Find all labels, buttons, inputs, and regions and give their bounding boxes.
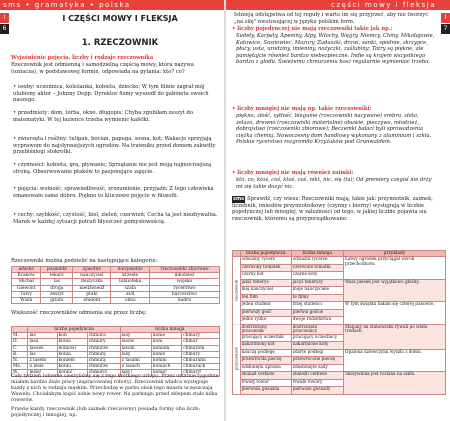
table-note: Opalona dziewczyna wyszła z domu. <box>344 349 446 372</box>
table-cell: chmury! <box>182 370 220 376</box>
table-cell: chmurze <box>87 345 120 351</box>
table-cell: lekarz <box>41 273 73 279</box>
table-cell: chmurze <box>87 364 120 370</box>
bullet2-heading: • liczby mnogiej nie mają np. takie rzeczowniki: <box>232 106 372 112</box>
table-cell: lasy <box>120 333 151 339</box>
table-cell: zdarte podłogi <box>291 349 343 357</box>
table1-caption: Rzeczowniki można podzielić na następujące kategorie: <box>11 258 158 264</box>
table-cell: C. <box>12 345 28 351</box>
intro-text: Rzeczownik jest odmienną i samodzielną częścią mowy, która nazywa (oznacza), w podstawowej formie, odpowiada na pytania: kto? co? <box>11 62 194 75</box>
table-cell: chmura <box>87 333 120 339</box>
bullet-people: • osoby: uczennica, koleżanka, kobieta, dziecko; W tym filmie zagrał mój ulubiony aktor – Johnny Depp. Dyrektor fizmy wyszedł do gabinetu swoich naszego. <box>13 84 209 103</box>
table-cell: W. <box>12 370 28 376</box>
table-cell: moje nauczyciele <box>291 287 343 295</box>
table-cell: chmurę <box>87 351 120 357</box>
table-cell: jedno ryżko <box>240 317 291 325</box>
table-cell: las <box>28 351 57 357</box>
table-head-cell: żywotne <box>73 267 111 273</box>
table-cell: Kraków <box>12 273 41 279</box>
bullet-actions: • czynności: kobieta, gra, pływanie; Sprzątanie nie jest moją najmocniejszą stroną. Obserwowanie ptaków to pasjonujące zajęcie. <box>13 162 212 175</box>
left-header: sms • gramatyka • polska <box>0 0 226 10</box>
table-cell: dostrzeżony pracownik <box>240 324 291 334</box>
table-cell: koni <box>151 339 181 345</box>
table-cell: lasy <box>120 351 151 357</box>
table-cell: czarny kot <box>240 272 291 280</box>
table-cell: lasy! <box>120 370 151 376</box>
right-page-marker: I <box>441 13 450 23</box>
agreement-table <box>232 250 446 395</box>
categories-table <box>11 266 220 304</box>
table-head-cell: własne <box>12 267 41 273</box>
table-cell: trwały towar <box>240 379 291 387</box>
table-cell: szafa <box>111 285 150 291</box>
table-cell: o lesie <box>28 364 57 370</box>
table-note: Maljany na stanowisku rywali po wielu trudach. <box>344 324 446 349</box>
table-cell: N. <box>12 358 28 364</box>
bullet1-heading: • liczby pojedynczej nie mają rzeczowniki takie jak np.: <box>232 26 393 32</box>
left-page-number: 6 <box>0 24 9 34</box>
table-head-cell: liczba pojedyncza <box>28 327 120 333</box>
table-cell: czerwone tomatki <box>291 264 343 272</box>
table-cell: pracujący uczestnicy <box>291 334 343 342</box>
bullet3-heading: • liczby mnogiej nie mają również zaimki: <box>232 170 354 176</box>
bullet-objects: • przedmioty: dom, torba, okno, długopis; Chyba zgubiłam zeszyt do matematyki. W tej łazience trzeba wymienić kafelki. <box>13 110 193 123</box>
table-cell: czerwony tomatek <box>240 264 291 272</box>
table-cell: nakarmione koty <box>291 342 343 350</box>
table-cell: konia <box>57 351 87 357</box>
table-cell: te filmy <box>291 294 343 302</box>
table-cell: odważny rycerz <box>240 257 291 265</box>
table-cell: kadra <box>150 298 220 304</box>
table-cell: chmurami <box>182 358 220 364</box>
section-title: 1. RZECZOWNIK <box>81 38 159 48</box>
table-cell: trwałe towary <box>291 379 343 387</box>
table-cell: jeden student <box>240 302 291 310</box>
bullet3-body: kto, co, ktoś, coś, ktoś, coś, nikt, nic, się (ta); Od premiery czegoś nie drży mi się takie dosyć nic. <box>236 177 432 190</box>
table-head-cell: liczba pojedyncza <box>240 251 291 257</box>
sms-box <box>232 196 438 222</box>
table-note: Łatwy ogródek przyciągał wzrok przechodniów. <box>344 257 446 280</box>
intro-right-text: Istnieją odstępstwa od tej reguły i warto im się przyjrzeć, aby nie tworzyć „na siłę" niestosującej w języku polskim form. <box>234 12 429 25</box>
table-cell: znaleźli cerkwie <box>291 372 343 380</box>
table-cell: koniu <box>57 364 87 370</box>
table-cell: lasowi <box>28 345 57 351</box>
table-cell: przewrócone pieczę <box>291 357 343 365</box>
table-cell: chmurom <box>182 345 220 351</box>
table-cell: chmur <box>182 339 220 345</box>
table-cell: konia <box>57 339 87 345</box>
table-cell: pierwsza gwiazda <box>240 387 291 395</box>
table-cell: harcerstwo <box>150 291 220 297</box>
table-cell: Michał <box>12 279 41 285</box>
table-cell: konie <box>151 351 181 357</box>
table-cell: lasom <box>120 345 151 351</box>
table-cell: z lasem <box>28 358 57 364</box>
table-cell: lasów <box>120 339 151 345</box>
table-cell: nauczyciel <box>73 273 111 279</box>
table-cell: koniowi <box>57 345 87 351</box>
table-cell: pracujący uczestnik <box>240 334 291 342</box>
right-page-number: 7 <box>441 24 450 34</box>
left-page-marker: I <box>0 13 9 23</box>
table-cell: czarne koty <box>291 272 343 280</box>
sms-label: sms <box>233 196 245 202</box>
table-cell: okno <box>111 298 150 304</box>
table-cell: z lasami <box>120 358 151 364</box>
table-cell: zdesłonięte sądy <box>291 364 343 372</box>
table-cell: konie <box>151 333 181 339</box>
table-cell: mój nauczyciel <box>240 287 291 295</box>
table-cell: nauczą podlegę <box>240 349 291 357</box>
table-cell: gitara <box>41 298 73 304</box>
chapter-title: I CZĘŚCI MOWY I FLEKSJA <box>62 14 178 23</box>
table-cell: przewróciła pieczę <box>240 357 291 365</box>
table-cell: las <box>28 333 57 339</box>
table-cell: konie! <box>151 370 181 376</box>
table-note: Wasz piesek jest wyjątkowo głośny. <box>344 279 446 302</box>
right-header: części mowy i fleksja <box>226 0 450 10</box>
sms-text: Sprawdź, czy wiesz: Rzeczowniki mają, takie jak: przymiotnik, zaimek, liczebnik, imiesłów przymiotnikowy (czynny i bierny) występują w liczbie pojedynczej lub mnogiej, w zależności od tego, w jakiej liczbie pojawia się rzeczownik, któremu są przyporządkowane: <box>232 196 433 222</box>
table-cell: chmurą <box>87 358 120 364</box>
table-cell: chmurach <box>182 364 220 370</box>
table-cell: niedźwiedź <box>73 285 111 291</box>
table-cell: jacyś tenerysy <box>291 279 343 287</box>
table-cell: B. <box>12 351 28 357</box>
table-cell: las <box>41 279 73 285</box>
table-cell: młodzież <box>150 273 220 279</box>
right-page <box>226 0 450 421</box>
table-cell: jakiś tenerys <box>240 279 291 287</box>
table-cell: ten film <box>240 294 291 302</box>
table-row <box>233 324 446 334</box>
intro-heading: Wyjaśnienie pojęcia, liczby i rodzaje rzeczownika <box>11 55 154 61</box>
bullet-concepts: • pojęcia: wolność, sprawiedliwość, zrozumienie, przyjaźń; Z tego człowieka emanowało samo dobro. Piękno to kluczowe pojęcie w filozofii. <box>13 186 214 199</box>
table-cell: koniu! <box>57 370 87 376</box>
table-cell: lasu <box>28 339 57 345</box>
table-cell: chmury <box>182 333 220 339</box>
table-cell: zeszyt <box>41 291 73 297</box>
table-head-cell: liczba mnoga <box>291 251 343 257</box>
table-cell: student <box>73 298 111 304</box>
table-side-label: przymiotnik <box>233 324 241 394</box>
table-cell: wojsko <box>150 279 220 285</box>
table-cell: trzej studenci <box>291 302 343 310</box>
table-cell: rycerstwo <box>150 285 220 291</box>
bullet2-body: piękno, złość, sytłość, biegunie (rzeczowniki nazywane) srebro, złoto, żelazo, drewno (rzeczowniki materialne) obuwie, pieczywo, młodzież, dobrajstwo (rzeczowniki zbiorowe); Beczemki bałaci byli sprowadzenia ciężka chemią. Nowoczesny dom handlowy wykonany z aluminium i szkła. Polskie rycerstwo rozgromiło Krzyżaków pod Grunwaldem. <box>236 113 432 145</box>
table-head-cell: pospolite <box>41 267 73 273</box>
table-cell: M. <box>12 333 28 339</box>
table-head-cell: rzeczowniki zbiorowe <box>150 267 220 273</box>
footer-note: Prawie każdy rzeczownik (lub zaimek rzeczowny) posiada formy obu liczb: pojedynczej i mnogiej, np. <box>11 406 201 418</box>
table-side-label: rzeczownik <box>233 257 241 325</box>
table-cell: koniach <box>151 364 181 370</box>
table-cell: muzyczka <box>73 279 111 285</box>
table-cell: stół <box>111 291 150 297</box>
table-cell: ptaki <box>73 291 111 297</box>
table-cell: końmi <box>151 358 181 364</box>
table-cell: koniem <box>57 358 87 364</box>
bullet-animals: • zwierzęta i rośliny: tulipan, bocian, papuga, sosna, kot; Wakacje sprzyjają wyprawom do najsłynniejszych ogrodów. Na trawniku przed domem zakwitły przebiśniegi stokrotki. <box>13 136 216 155</box>
table-cell: dostrzeżeni pracownicy <box>291 324 343 334</box>
table-cell: chmuro! <box>87 370 120 376</box>
table-row <box>12 298 220 304</box>
table-head-cell: przykłady <box>344 251 446 257</box>
table-note: W tym świątku bałam się czterej panowie. <box>344 302 446 325</box>
table-cell: pierwszy gość <box>240 309 291 317</box>
table-cell: krzesło <box>111 273 150 279</box>
table-cell: chmury <box>182 351 220 357</box>
table-cell: pierwsi goście <box>291 309 343 317</box>
table-cell: dwoje rodzeństwa <box>291 317 343 325</box>
footer-examples: Cały tydzień tobienie cieszyliśmy się z tego krótkiego urlopu. Przez ostatnie tygodnie miałam bardzo dużo pracy (zapracowanej roboty). Rzeczownik władca występuje każdy z nich w rodzaju męskim. Przechodzę w parku obok tego miasta uczęszczają Wawelu. Chciałabym kupić sobie nowy rower. Na parkingu przed sklepem stało kilka rowerów. <box>11 374 219 403</box>
table-cell: koń <box>57 333 87 339</box>
table-head-cell <box>233 251 241 257</box>
bullet-features: • cechy: szybkość, czystość, biel, zieleń, czerwień; Cecha ta jest niezbywalna. Marek w każdej sytuacji potrafi błyszczeć pomysłowością. <box>13 212 218 225</box>
table-cell: Wisła <box>12 298 41 304</box>
table-cell: D. <box>12 339 28 345</box>
table-cell: odsłonięta uprawa <box>240 364 291 372</box>
table-cell: o lasach <box>120 364 151 370</box>
table-cell: chmury <box>87 339 120 345</box>
table-cell: pierwsze gwiazdy <box>291 387 343 395</box>
table-cell: odważni rycerze <box>291 257 343 265</box>
table-cell: nakarmiony kot <box>240 342 291 350</box>
table-cell: Tatry <box>12 291 41 297</box>
declension-table <box>11 326 220 377</box>
table-cell: znalazł cerkiew <box>240 372 291 380</box>
table-cell: Ms. <box>12 364 28 370</box>
table2-caption: Większość rzeczowników odmienia się przez liczbę: <box>11 310 147 316</box>
table-note: Skrzywiona jest rozlana na szkło. <box>344 372 446 395</box>
table-head-cell: liczba mnoga <box>120 327 219 333</box>
table-cell: biblioteka <box>111 279 150 285</box>
table-head-cell: nieżywotne <box>111 267 150 273</box>
table-cell: lesie! <box>28 370 57 376</box>
table-cell: Giewont <box>12 285 41 291</box>
table-cell: droga <box>41 285 73 291</box>
bullet1-body: Sudety, Karpaty, Apeniny, Alpy, Włochy, Węgry, Niemcy, Chiny, Mikołajowie, Katowice, Sosnowiec, Mazury, Zaduszki, drzwi, sanki, spodnie, skrzypce, płucy, usta, urodziny, imieniny, nożyczki, zaślubiny; Tatry są piękne, ale pamiętajcie również bardzo niebezpieczne. Indie są krajem wszystkiego bardzo z głodu. Świeżemu chmurzeniu kosz regularnie wymieniać trzeba. <box>236 33 435 65</box>
table-cell: koniom <box>151 345 181 351</box>
